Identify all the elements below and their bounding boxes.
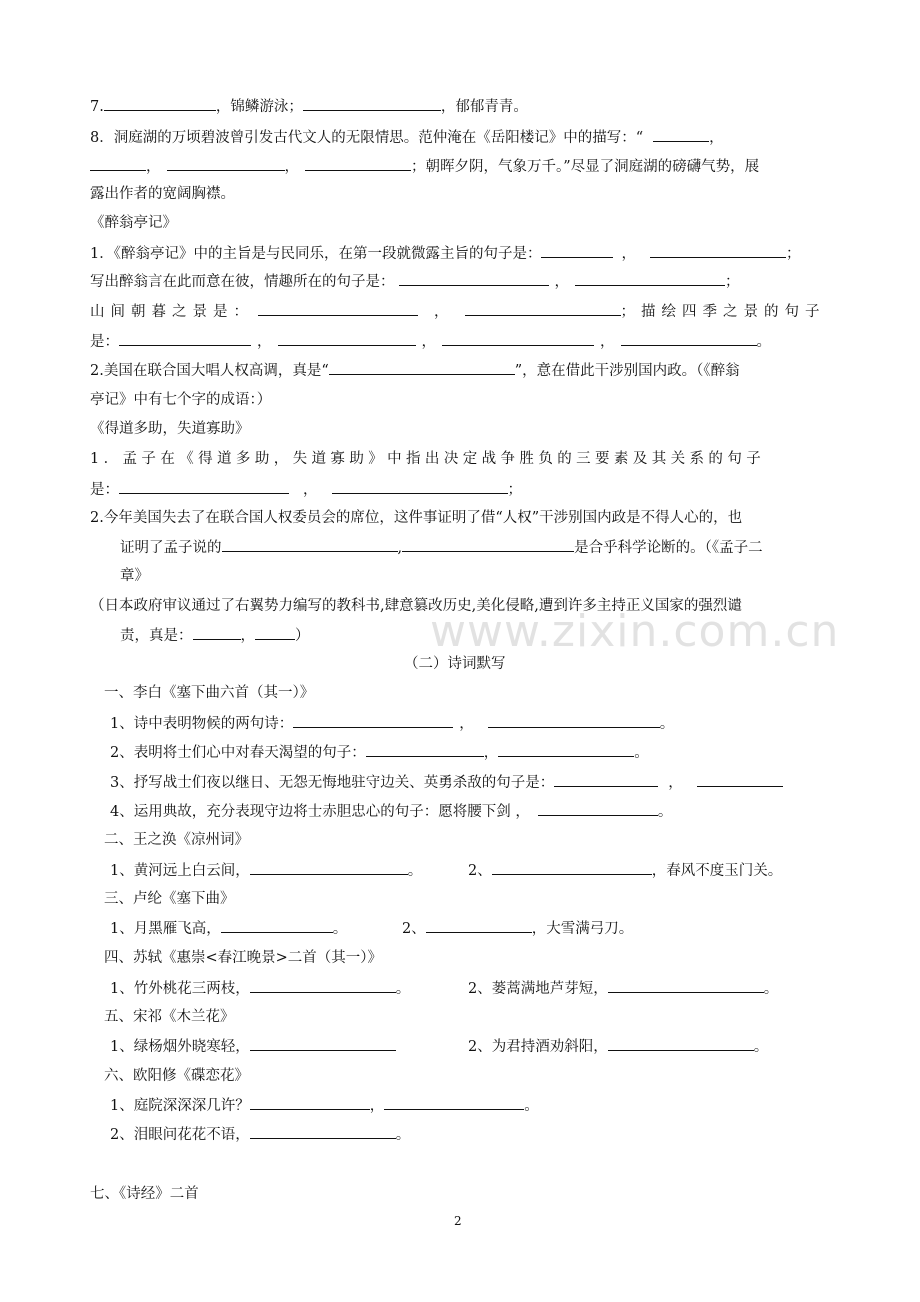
- q8-text: ；朝晖夕阴，气象万千。”尽显了洞庭湖的磅礴气势，展: [411, 159, 760, 175]
- s1-text: ，: [668, 775, 683, 791]
- s6-q1: [110, 1095, 539, 1116]
- q7-text: ，锦鳞游泳；: [215, 99, 303, 115]
- q7-number: 7.: [90, 99, 104, 115]
- zwt-text: 2.美国在联合国大唱人权高调，真是“: [90, 363, 329, 379]
- s3-text: ，大雪满弓刀。: [531, 921, 634, 937]
- fill-blank[interactable]: [250, 978, 396, 993]
- jp-text: ）: [295, 628, 310, 644]
- s1-q1: [110, 713, 674, 734]
- s2-q2: [468, 860, 782, 881]
- ddd-q1: [90, 449, 765, 469]
- zwt-text: 。: [756, 334, 771, 350]
- page-number: 2: [454, 1214, 462, 1228]
- zwt-text: ，: [621, 246, 636, 262]
- zwt-text: ，: [600, 334, 615, 350]
- fill-blank[interactable]: [488, 713, 660, 728]
- q7-text: ，郁郁青青。: [440, 99, 528, 115]
- s1-text: 。: [657, 804, 673, 820]
- fill-blank[interactable]: [442, 331, 594, 346]
- fill-blank[interactable]: [653, 127, 709, 142]
- fill-blank[interactable]: [303, 96, 441, 111]
- s2-text: 。: [407, 863, 423, 879]
- zwt-text: 1．《醉翁亭记》中的主旨是与民同乐，在第一段就微露主旨的句子是：: [90, 246, 542, 262]
- s6-text: ，: [369, 1098, 385, 1114]
- s3-title: 三、卢纶《塞下曲》: [104, 891, 235, 907]
- ddd-text: ；: [507, 482, 522, 498]
- section-title-zuiwengtingji: 《醉翁亭记》: [90, 215, 177, 231]
- fill-blank[interactable]: [250, 1124, 396, 1139]
- s2-text: 2、: [468, 863, 492, 879]
- jp-text: ，: [240, 628, 255, 644]
- fill-blank[interactable]: [104, 96, 216, 111]
- fill-blank[interactable]: [498, 742, 634, 757]
- zwt-text: ；: [785, 246, 801, 262]
- fill-blank[interactable]: [250, 1036, 396, 1051]
- zwt-text: ；描绘四季之景的句子: [620, 304, 826, 320]
- zwt-q2: [90, 360, 740, 381]
- s2-q1: [110, 860, 422, 881]
- zwt-q2-line2: 亭记》中有七个字的成语：）: [90, 392, 272, 408]
- fill-blank[interactable]: [90, 156, 146, 171]
- fill-blank[interactable]: [119, 479, 289, 494]
- fill-blank[interactable]: [384, 1095, 524, 1110]
- zwt-q1-line3: [90, 301, 826, 322]
- s5-text: 1、绿杨烟外晓寒轻，: [110, 1039, 250, 1055]
- fill-blank[interactable]: [465, 301, 621, 316]
- ddd-text: ,: [397, 540, 403, 556]
- fill-blank[interactable]: [575, 271, 725, 286]
- s1-text: 2、表明将士们心中对春天渴望的句子：: [110, 745, 366, 761]
- fill-blank[interactable]: [167, 156, 285, 171]
- s6-text: 1、庭院深深深几许？: [110, 1098, 250, 1114]
- fill-blank[interactable]: [255, 625, 295, 640]
- fill-blank[interactable]: [426, 918, 532, 933]
- s3-q1: [110, 918, 347, 939]
- fill-blank[interactable]: [621, 331, 757, 346]
- s3-text: 2、: [402, 921, 426, 937]
- zwt-q1: [90, 243, 800, 264]
- s5-q1: [110, 1036, 396, 1057]
- s6-q2: [110, 1124, 410, 1145]
- s1-text: 。: [659, 716, 675, 732]
- s5-title: 五、宋祁《木兰花》: [104, 1009, 235, 1025]
- s2-title: 二、王之涣《凉州词》: [104, 832, 249, 848]
- s6-text: 2、泪眼问花花不语，: [110, 1127, 250, 1143]
- s1-q2: [110, 742, 649, 763]
- s6-text: 。: [524, 1098, 539, 1114]
- zwt-text: 山间朝暮之景是：: [90, 304, 254, 320]
- s3-text: 1、月黑雁飞高，: [110, 921, 221, 937]
- fill-blank[interactable]: [329, 360, 515, 375]
- zwt-text: ，: [554, 274, 569, 290]
- fill-blank[interactable]: [538, 801, 658, 816]
- fill-blank[interactable]: [305, 156, 411, 171]
- japan-question: （日本政府审议通过了右翼势力编写的教科书,肆意篡改历史,美化侵略,遭到许多主持正义国家的强烈谴: [90, 598, 742, 614]
- fill-blank[interactable]: [332, 479, 508, 494]
- zwt-q1-line4: [90, 331, 771, 352]
- section-title-dedaoduozhu: 《得道多助，失道寡助》: [90, 421, 250, 437]
- s6-title: 六、欧阳修《碟恋花》: [104, 1068, 249, 1084]
- s4-text: 2、蒌蒿满地芦芽短，: [468, 981, 608, 997]
- s2-text: 1、黄河远上白云间，: [110, 863, 250, 879]
- zwt-text: ；: [725, 274, 740, 290]
- s4-q1: [110, 978, 410, 999]
- ddd-text: 证明了孟子说的: [120, 540, 222, 556]
- zwt-q1-line2: [90, 271, 740, 292]
- ddd-text: 是：: [90, 482, 119, 498]
- s2-text: ，春风不度玉门关。: [651, 863, 783, 879]
- fill-blank[interactable]: [399, 271, 549, 286]
- fill-blank[interactable]: [608, 1036, 754, 1051]
- ddd-q2-line2: [120, 537, 763, 558]
- s1-q4: [110, 801, 672, 822]
- s4-text: 1、竹外桃花三两枝，: [110, 981, 250, 997]
- q8-text: 8．洞庭湖的万顷碧波曾引发古代文人的无限情思。范仲淹在《岳阳楼记》中的描写：“: [90, 130, 644, 146]
- q8-text: ，: [284, 159, 299, 175]
- s1-q3: [110, 772, 783, 793]
- s1-text: 1、诗中表明物候的两句诗：: [110, 716, 294, 732]
- question-8-line2: [90, 156, 759, 177]
- s4-text: 。: [763, 981, 779, 997]
- fill-blank[interactable]: [554, 772, 658, 787]
- zwt-text: 写出醉翁言在此而意在彼，情趣所在的句子是：: [90, 274, 395, 290]
- zwt-text: ，: [421, 334, 436, 350]
- ddd-text: 1．孟子在《得道多助，失道寡助》中指出决定战争胜负的三要素及其关系的句子: [90, 451, 766, 467]
- ddd-text: ，: [303, 482, 318, 498]
- question-7: [90, 96, 528, 117]
- fill-blank[interactable]: [193, 625, 241, 640]
- fill-blank[interactable]: [366, 742, 484, 757]
- s3-text: 。: [332, 921, 348, 937]
- s1-text: 4、运用典故，充分表现守边将士赤胆忠心的句子：愿将腰下剑 ，: [110, 804, 530, 820]
- fill-blank[interactable]: [222, 537, 398, 552]
- s4-text: 。: [395, 981, 411, 997]
- s1-text: 。: [634, 745, 649, 761]
- fill-blank[interactable]: [250, 1095, 370, 1110]
- s5-text: 2、为君持酒劝斜阳，: [468, 1039, 608, 1055]
- s1-text: 3、抒写战士们夜以继日、无怨无悔地驻守边关、英勇杀敌的句子是：: [110, 775, 555, 791]
- s1-text: ，: [459, 716, 474, 732]
- fill-blank[interactable]: [402, 537, 574, 552]
- question-8-line3: 露出作者的宽阔胸襟。: [90, 186, 235, 202]
- s1-title: 一、李白《塞下曲六首（其一）》: [104, 685, 315, 701]
- s5-q2: [468, 1036, 768, 1057]
- fill-blank[interactable]: [293, 713, 453, 728]
- s6-text: 。: [395, 1127, 411, 1143]
- fill-blank[interactable]: [650, 243, 786, 258]
- fill-blank[interactable]: [278, 331, 416, 346]
- jp-text: 责，真是：: [120, 628, 193, 644]
- zwt-text: ，: [257, 334, 272, 350]
- section-title-shici: （二）诗词默写: [404, 656, 506, 672]
- q8-text: ，: [709, 130, 724, 146]
- q8-text: ，: [146, 159, 161, 175]
- s4-title: 四、苏轼《惠崇<春江晚景>二首（其一）》: [104, 950, 383, 966]
- s4-q2: [468, 978, 778, 999]
- ddd-text: 是合乎科学论断的。（《孟子二: [574, 540, 763, 556]
- fill-blank[interactable]: [541, 243, 613, 258]
- zwt-text: ，: [434, 304, 449, 320]
- fill-blank[interactable]: [258, 301, 418, 316]
- fill-blank[interactable]: [221, 918, 333, 933]
- zwt-text: 是：: [90, 334, 119, 350]
- fill-blank[interactable]: [697, 772, 783, 787]
- fill-blank[interactable]: [492, 860, 652, 875]
- s1-text: ，: [483, 745, 499, 761]
- s3-q2: [402, 918, 633, 939]
- question-8: [90, 127, 724, 148]
- zwt-text: ”，意在借此干涉别国内政。（《醉翁: [514, 363, 740, 379]
- japan-question-line2: [120, 625, 310, 646]
- fill-blank[interactable]: [608, 978, 764, 993]
- watermark: www.zixin.com.cn: [430, 606, 840, 657]
- s5-text: 。: [753, 1039, 769, 1055]
- ddd-q1-line2: [90, 479, 522, 500]
- s7-title: 七、《诗经》二首: [90, 1186, 199, 1202]
- fill-blank[interactable]: [119, 331, 251, 346]
- ddd-q2: 2.今年美国失去了在联合国人权委员会的席位，这件事证明了借“人权”干涉别国内政是不得人心的，也: [90, 510, 743, 526]
- fill-blank[interactable]: [250, 860, 408, 875]
- ddd-q2-line3: 章》: [120, 568, 149, 584]
